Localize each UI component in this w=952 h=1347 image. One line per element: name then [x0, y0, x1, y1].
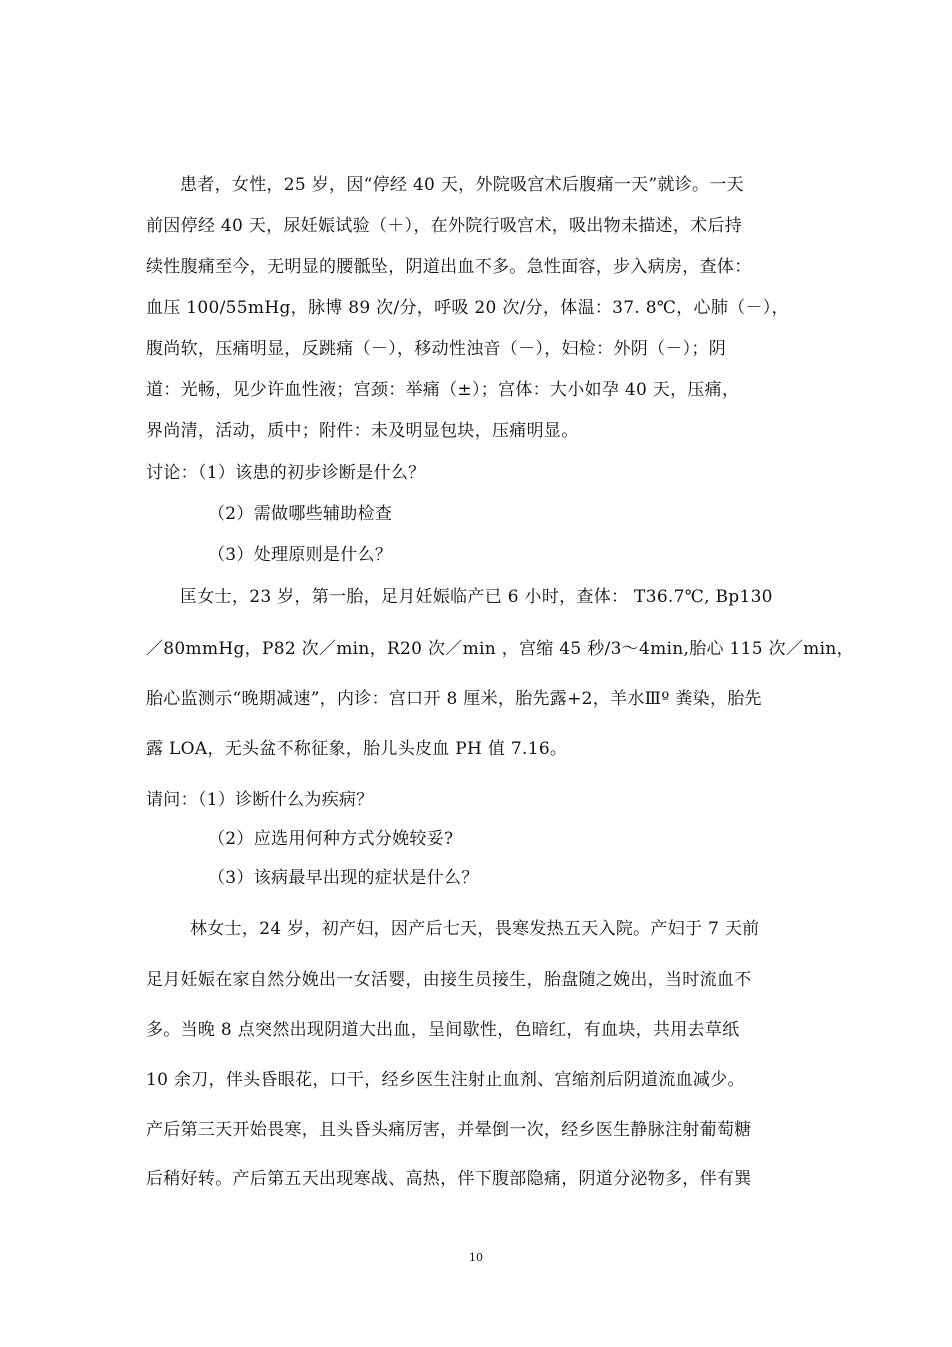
case3-line: 多。当晚 8 点突然出现阴道大出血，呈间歇性，色暗红，有血块，共用去草纸	[146, 1020, 740, 1040]
discussion-question: 讨论：（1）该患的初步诊断是什么？	[146, 463, 426, 483]
case2-line: 胎心监测示“晚期减速”，内诊：宫口开 8 厘米，胎先露+2，羊水Ⅲº 粪染，胎先	[146, 689, 762, 709]
case2-line: ／80mmHg，P82 次／min，R20 次／min ，宫缩 45 秒/3～4min,胎心 115 次／min，	[146, 639, 854, 659]
case1-line: 前因停经 40 天，尿妊娠试验（＋），在外院行吸宫术，吸出物未描述，术后持	[146, 216, 743, 236]
case2-question: 请问：（1）诊断什么为疾病？	[146, 790, 374, 810]
case3-line: 产后第三天开始畏寒，且头昏头痛厉害，并晕倒一次，经乡医生静脉注射葡萄糖	[146, 1120, 752, 1140]
case3-line: 10 余刀，伴头昏眼花，口干，经乡医生注射止血剂、宫缩剂后阴道流血减少。	[146, 1070, 745, 1090]
case1-line: 血压 100/55mHg，脉博 89 次/分，呼吸 20 次/分，体温：37. 8℃，心肺（－），	[146, 298, 789, 318]
case2-line: 匡女士，23 岁，第一胎，足月妊娠临产已 6 小时，查体： T36.7℃, Bp130	[180, 587, 773, 607]
case1-line: 患者，女性，25 岁，因“停经 40 天，外院吸宫术后腹痛一天”就诊。一天	[180, 175, 744, 195]
case1-line: 续性腹痛至今，无明显的腰骶坠，阴道出血不多。急性面容，步入病房，查体：	[146, 257, 752, 277]
case2-line: 露 LOA，无头盆不称征象，胎儿头皮血 PH 值 7.16。	[146, 739, 568, 759]
discussion-question: （2）需做哪些辅助检查	[208, 504, 393, 524]
case2-question: （2）应选用何种方式分娩较妥?	[208, 829, 454, 849]
case2-question: （3）该病最早出现的症状是什么？	[208, 868, 479, 888]
discussion-question: （3）处理原则是什么？	[208, 545, 393, 565]
case1-line: 界尚清，活动，质中；附件：未及明显包块，压痛明显。	[146, 421, 579, 441]
case1-line: 道：光畅，见少许血性液；宫颈：举痛（±）；宫体：大小如孕 40 天，压痛，	[146, 380, 740, 400]
case3-line: 林女士，24 岁，初产妇，因产后七天，畏寒发热五天入院。产妇于 7 天前	[190, 919, 760, 939]
case3-line: 足月妊娠在家自然分娩出一女活婴，由接生员接生，胎盘随之娩出，当时流血不	[146, 970, 752, 990]
case1-line: 腹尚软，压痛明显，反跳痛（－），移动性浊音（－），妇检：外阴（－）；阴	[146, 339, 726, 359]
page-number: 10	[469, 1251, 483, 1264]
case3-line: 后稍好转。产后第五天出现寒战、高热，伴下腹部隐痛，阴道分泌物多，伴有巽	[146, 1169, 752, 1189]
